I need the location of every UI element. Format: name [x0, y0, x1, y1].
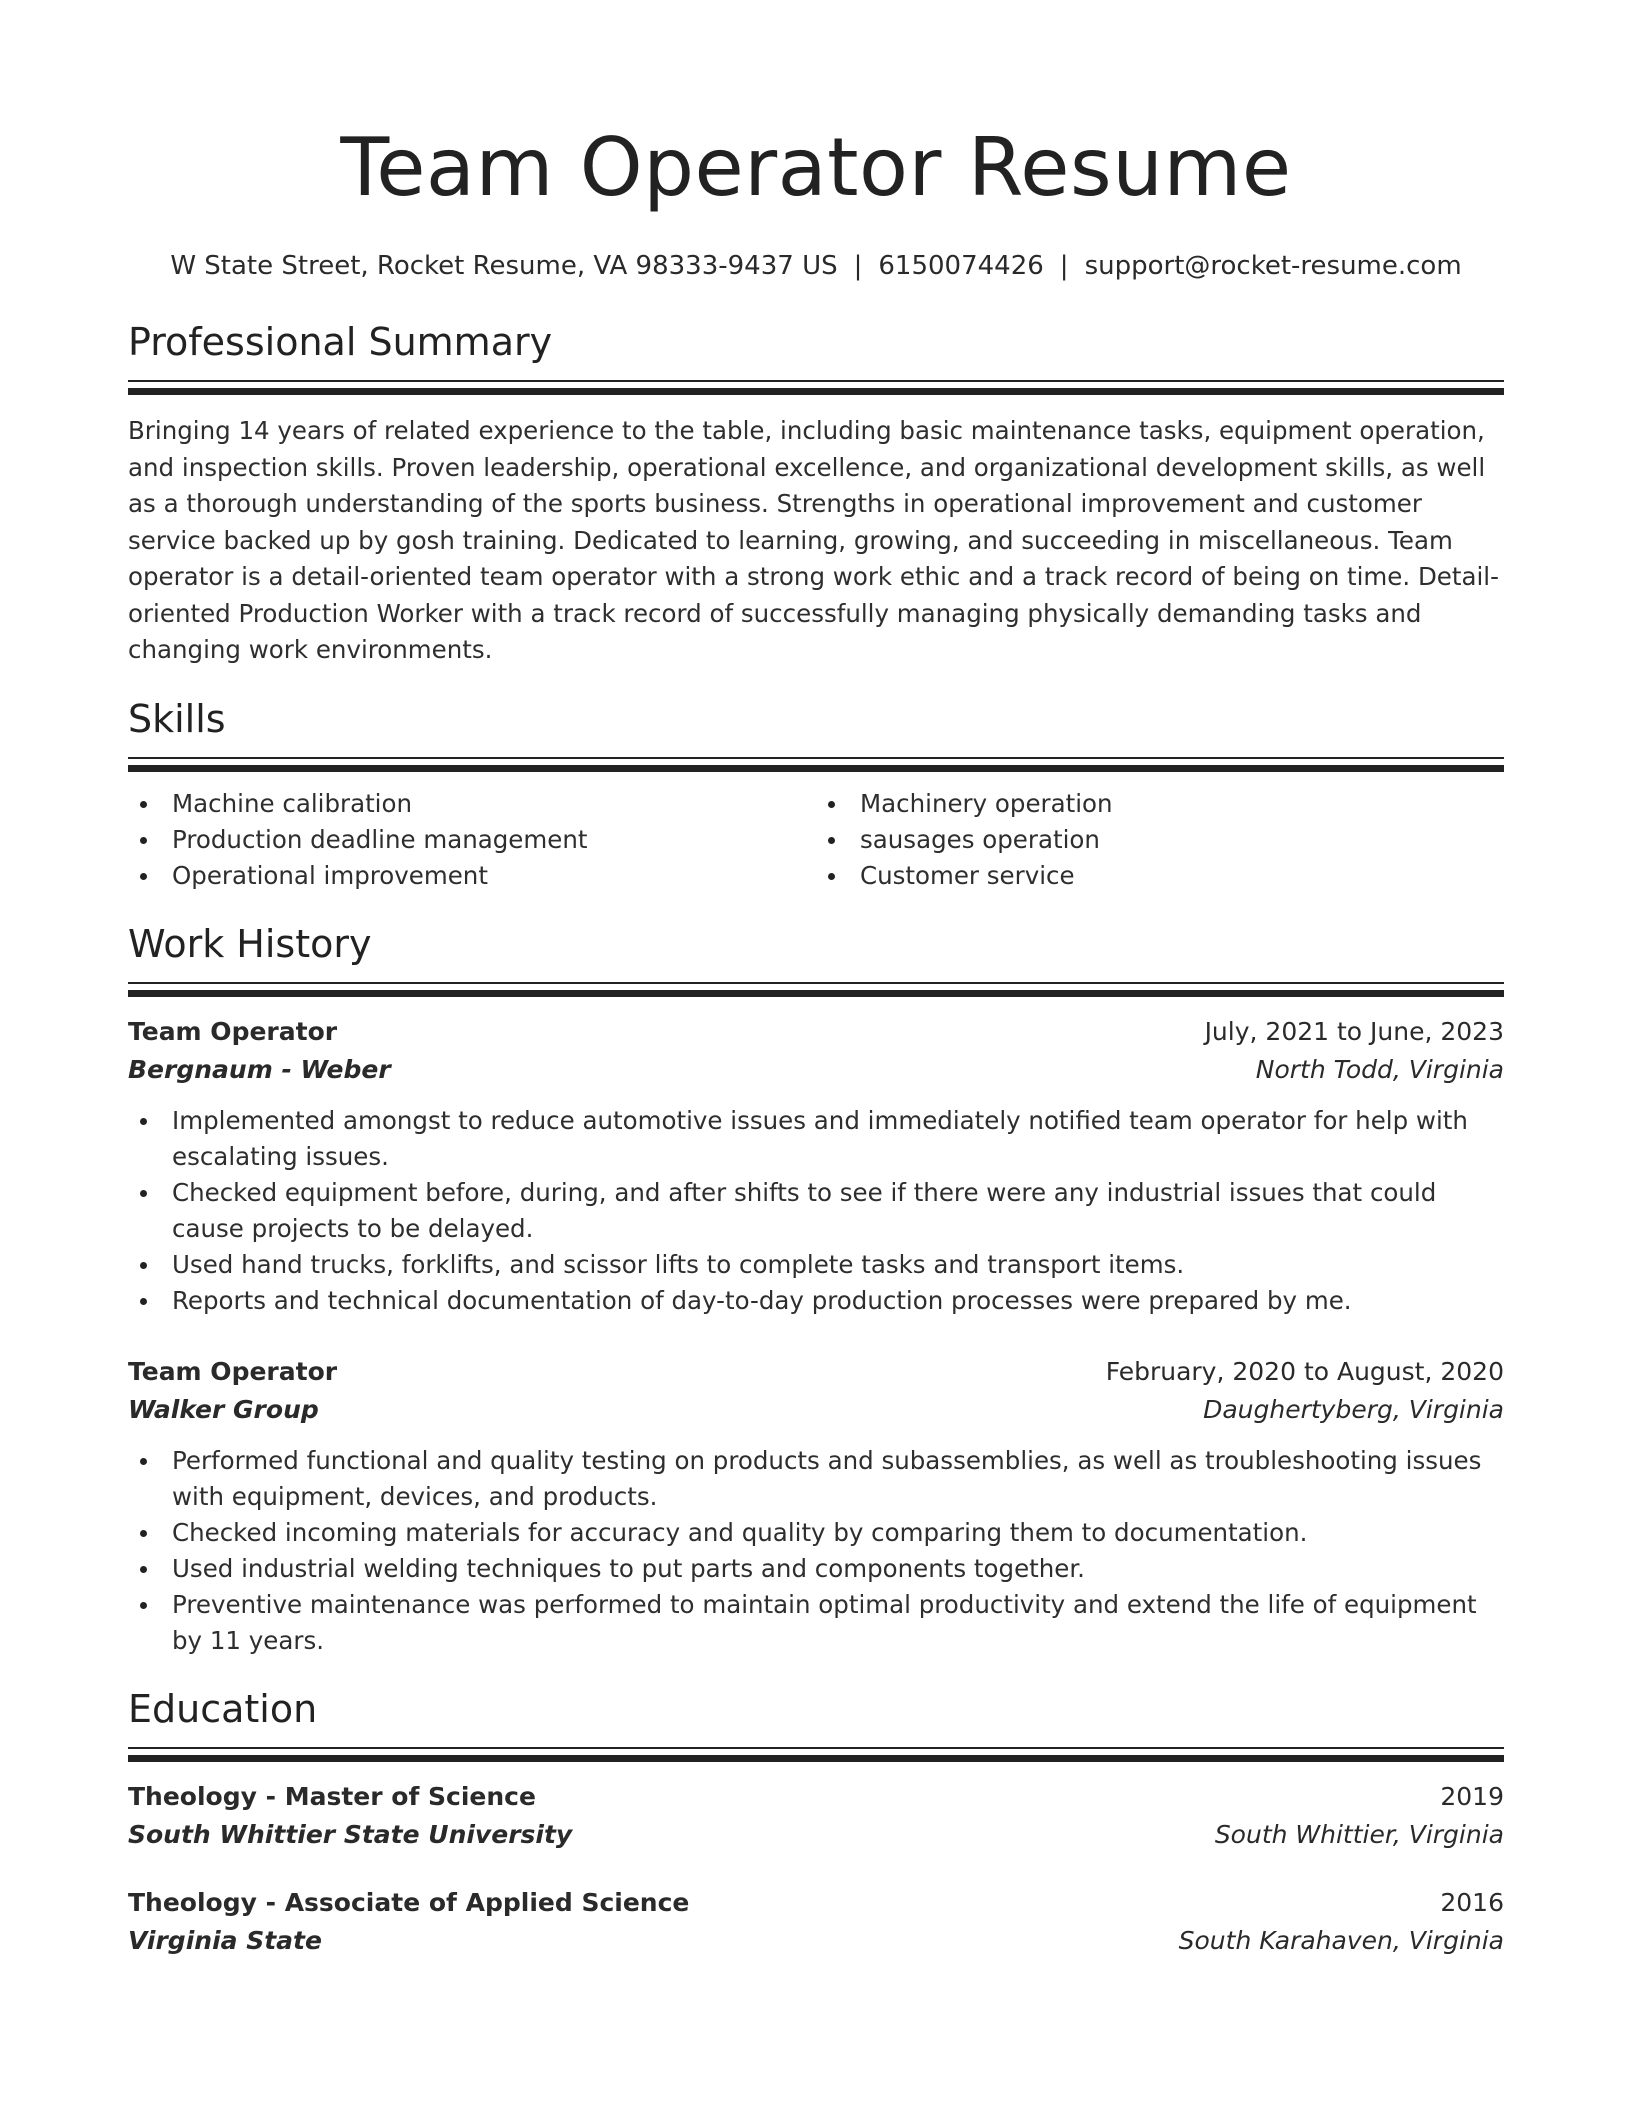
job-title-row — [128, 1353, 1504, 1391]
job-company-row — [128, 1391, 1504, 1429]
job-location: North Todd, Virginia — [1255, 1054, 1504, 1084]
contact-separator: | — [1059, 251, 1069, 281]
education-year: 2016 — [1440, 1887, 1504, 1917]
skill-item: Production deadline management — [128, 822, 816, 858]
job-bullet: Preventive maintenance was performed to maintain optimal productivity and extend the life of equipment by 11 years. — [128, 1587, 1504, 1659]
contact-line — [128, 248, 1504, 284]
education-school: South Whittier State University — [128, 1819, 573, 1849]
skill-item: sausages operation — [816, 822, 1504, 858]
education-location: South Whittier, Virginia — [1214, 1819, 1504, 1849]
contact-email: support@rocket-resume.com — [1084, 251, 1462, 281]
section-divider — [128, 982, 1504, 984]
skill-item: Machine calibration — [128, 786, 816, 822]
job-title: Team Operator — [128, 1016, 338, 1046]
skills-column-right — [816, 786, 1504, 894]
work-heading: Work History — [128, 921, 372, 966]
education-degree: Theology - Master of Science — [128, 1781, 536, 1811]
section-divider — [128, 990, 1504, 997]
section-divider — [128, 757, 1504, 759]
job-bullets — [128, 1103, 1504, 1319]
education-school-row — [128, 1816, 1504, 1854]
work-section — [128, 920, 1504, 1659]
skill-item: Customer service — [816, 858, 1504, 894]
education-school: Virginia State — [128, 1925, 322, 1955]
section-divider — [128, 1747, 1504, 1749]
job-dates: July, 2021 to June, 2023 — [1204, 1016, 1504, 1046]
summary-heading: Professional Summary — [128, 320, 553, 364]
education-location: South Karahaven, Virginia — [1178, 1925, 1504, 1955]
education-school-row — [128, 1922, 1504, 1960]
job-bullet: Checked equipment before, during, and after shifts to see if there were any industrial issues that could cause projects to be delayed. — [128, 1175, 1504, 1247]
section-divider — [128, 388, 1504, 395]
page-title: Team Operator Resume — [340, 121, 1292, 214]
job-bullet: Implemented amongst to reduce automotive issues and immediately notified team operator for help with escalating issues. — [128, 1103, 1504, 1175]
job-entry — [128, 1013, 1504, 1319]
job-bullet: Performed functional and quality testing on products and subassemblies, as well as troubleshooting issues with equipment, devices, and products. — [128, 1443, 1504, 1515]
job-company: Bergnaum - Weber — [128, 1054, 391, 1084]
skill-item: Machinery operation — [816, 786, 1504, 822]
education-entry — [128, 1778, 1504, 1854]
job-bullet: Used hand trucks, forklifts, and scissor lifts to complete tasks and transport items. — [128, 1247, 1504, 1283]
skills-column-left — [128, 786, 816, 894]
section-divider — [128, 380, 1504, 382]
contact-separator: | — [853, 251, 863, 281]
job-company: Walker Group — [128, 1394, 319, 1424]
job-location: Daughertyberg, Virginia — [1203, 1394, 1504, 1424]
summary-section — [128, 318, 1504, 669]
job-bullets — [128, 1443, 1504, 1659]
education-section — [128, 1685, 1504, 1960]
contact-address: W State Street, Rocket Resume, VA 98333-9437 US — [170, 251, 838, 281]
skills-heading: Skills — [128, 696, 226, 741]
job-dates: February, 2020 to August, 2020 — [1105, 1356, 1504, 1386]
skills-list — [128, 786, 1504, 894]
skills-section — [128, 695, 1504, 894]
job-title: Team Operator — [128, 1356, 338, 1386]
job-bullet: Checked incoming materials for accuracy and quality by comparing them to documentation. — [128, 1515, 1504, 1551]
contact-phone: 6150074426 — [878, 251, 1044, 281]
education-heading: Education — [128, 1686, 318, 1731]
job-bullet: Used industrial welding techniques to put parts and components together. — [128, 1551, 1504, 1587]
skill-item: Operational improvement — [128, 858, 816, 894]
education-degree: Theology - Associate of Applied Science — [128, 1887, 690, 1917]
education-entry — [128, 1884, 1504, 1960]
job-title-row — [128, 1013, 1504, 1051]
education-degree-row — [128, 1884, 1504, 1922]
job-bullet: Reports and technical documentation of day-to-day production processes were prepared by me. — [128, 1283, 1504, 1319]
education-degree-row — [128, 1778, 1504, 1816]
summary-text: Bringing 14 years of related experience to the table, including basic maintenance tasks, equipment operation, and inspection skills. Proven leadership, operational excellence, and organizational development skills, as well as a thorough understanding of the sports business. Strengths in operational improvement and customer service backed up by gosh training. Dedicated to learning, growing, and succeeding in miscellaneous. Team operator is a detail-oriented team operator with a strong work ethic and a track record of being on time. Detail-oriented Production Worker with a track record of successfully managing physically demanding tasks and changing work environments. — [128, 416, 1499, 664]
job-entry — [128, 1353, 1504, 1659]
section-divider — [128, 1755, 1504, 1762]
job-company-row — [128, 1051, 1504, 1089]
section-divider — [128, 765, 1504, 772]
education-year: 2019 — [1440, 1781, 1504, 1811]
